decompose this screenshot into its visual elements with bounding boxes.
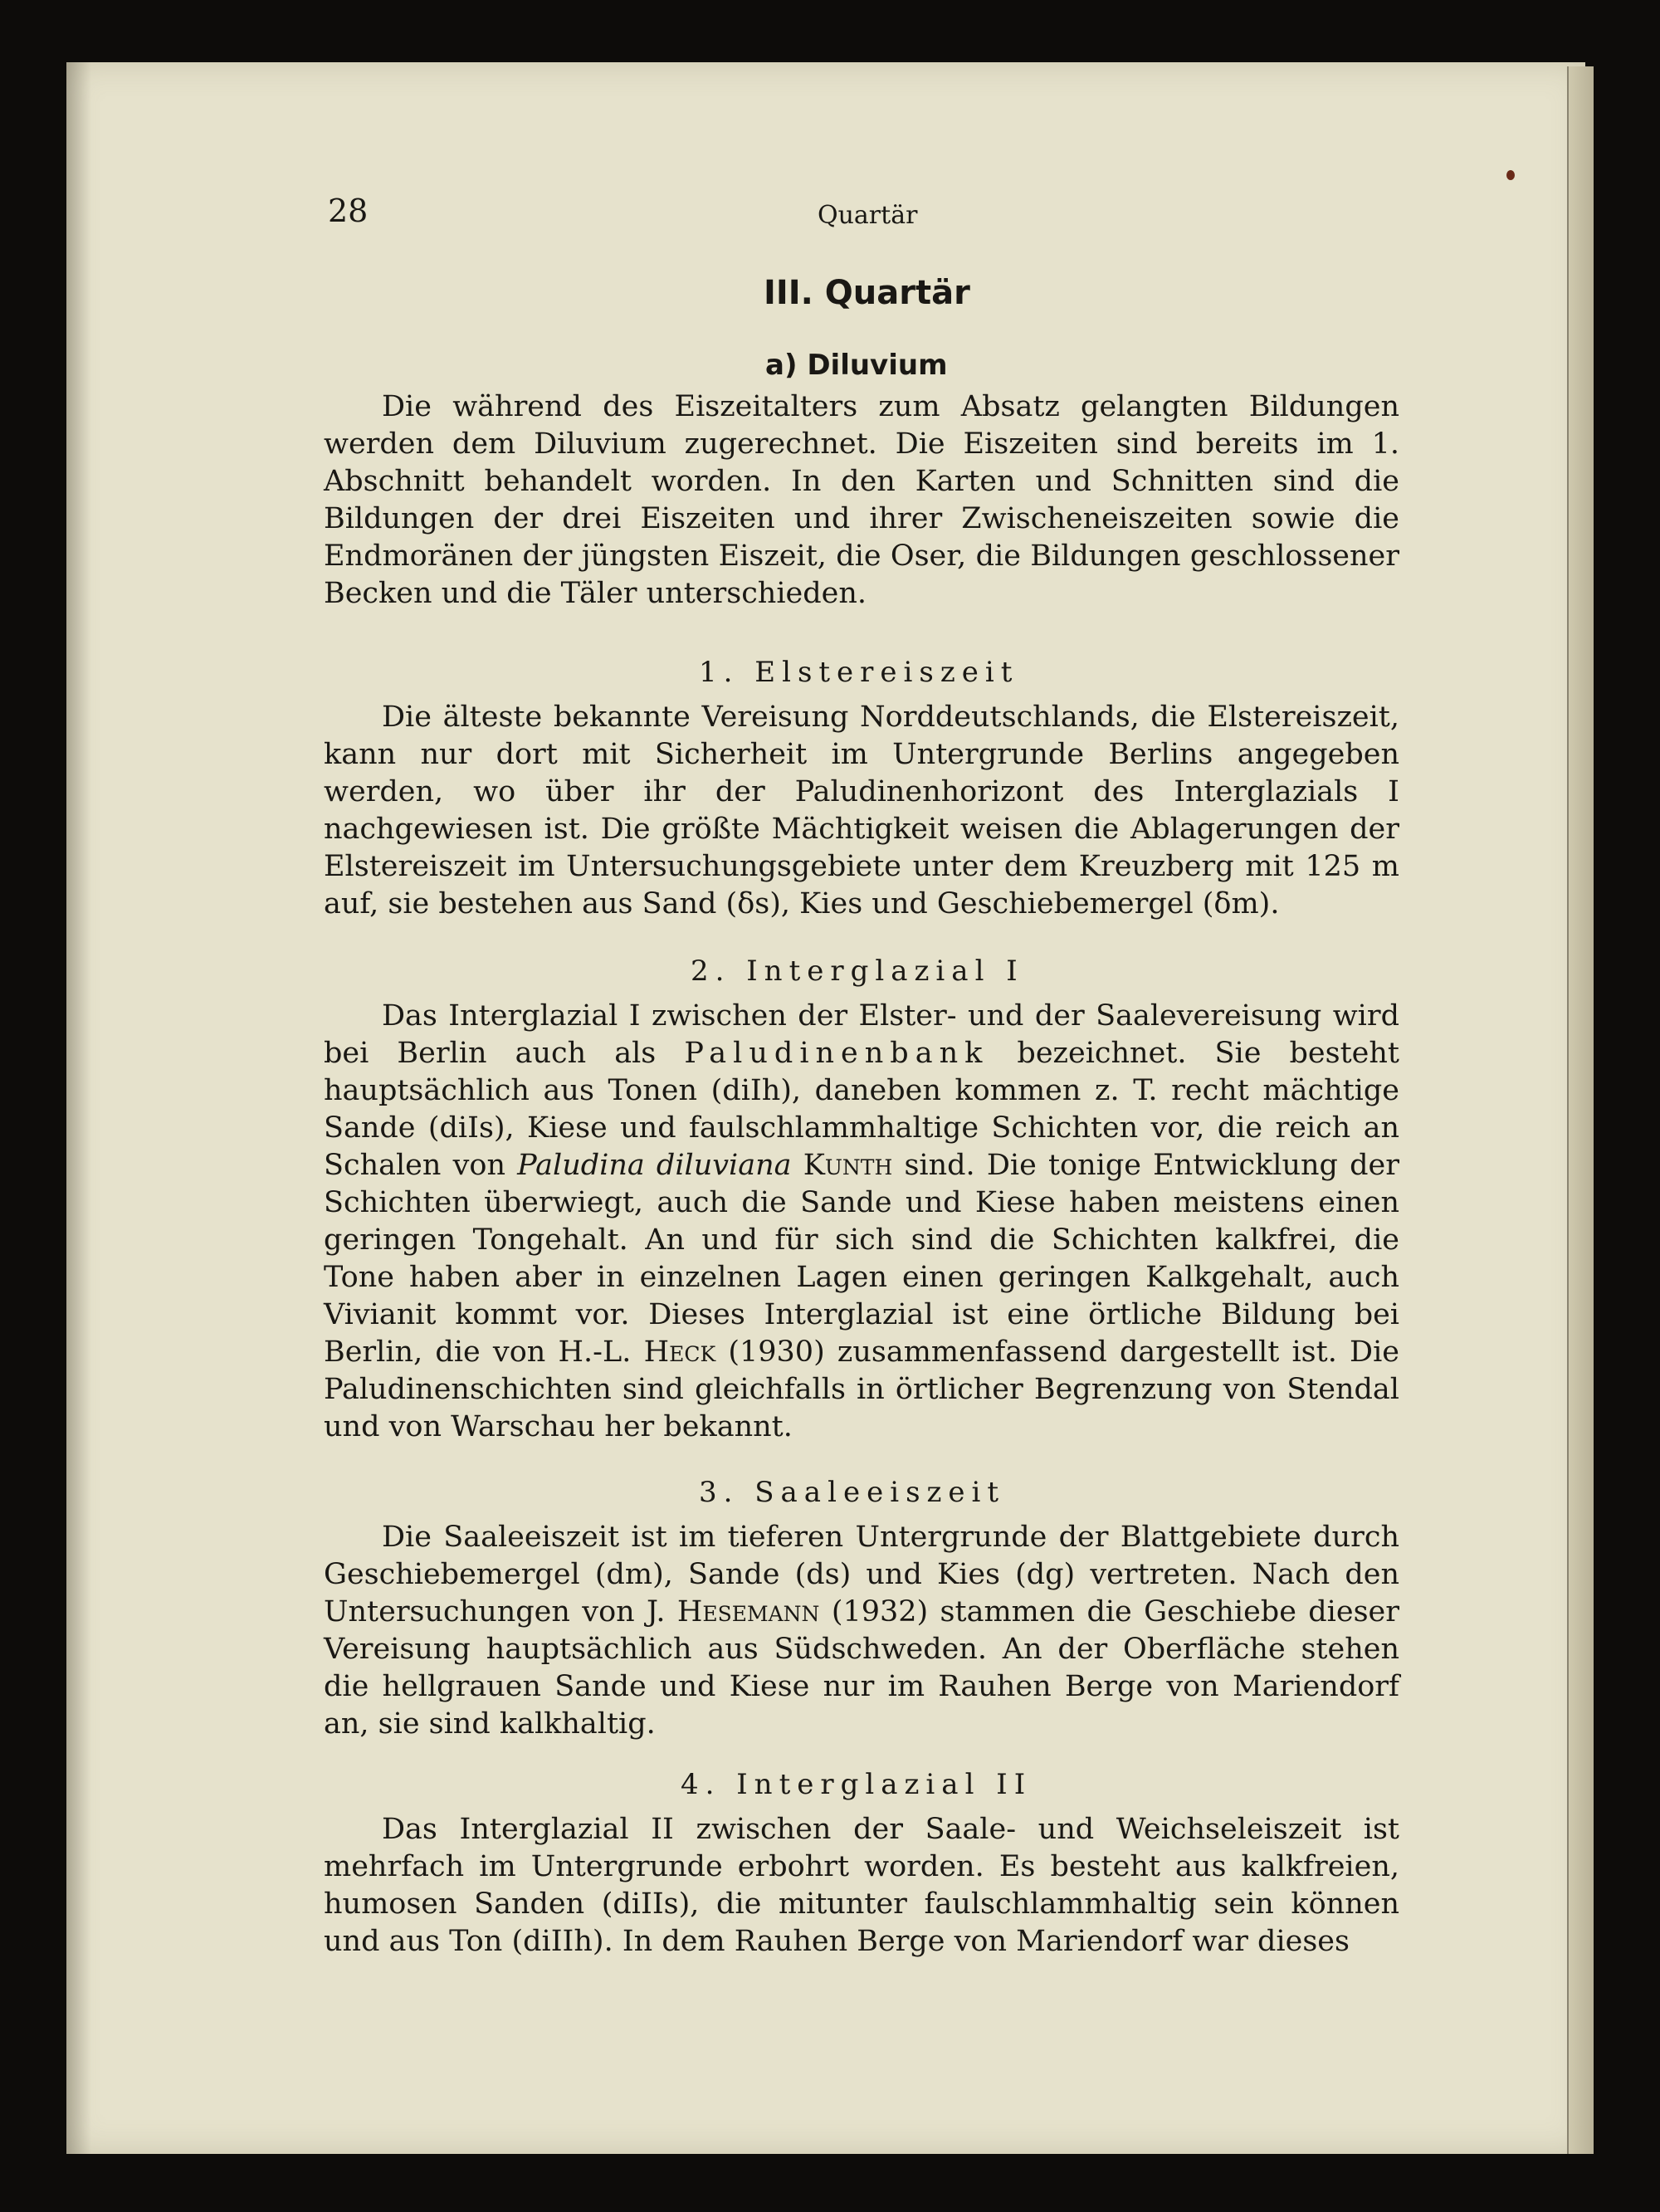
next-page-edge: [1567, 66, 1594, 2154]
paludinenbank-term: Paludinenbank: [684, 1037, 989, 1070]
subsection-heading-4: 4. Interglazial II: [681, 1768, 1033, 1801]
subsection-heading-3: 3. Saaleeiszeit: [699, 1476, 1006, 1509]
spine-shadow: [66, 62, 91, 2154]
ink-spot: [1506, 170, 1515, 180]
section-title: a) Diluvium: [765, 349, 948, 382]
intro-paragraph: Die während des Eiszeitalters zum Absatz gelangten Bildungen werden dem Diluvium zugerechnet. Die Eiszeiten sind bereits im 1. Abschnitt behandelt worden. In den Karten und Schnitten sind die Bildungen der drei Eiszeiten und ihrer Zwischeneiszeiten sowie die Endmoränen der jüngsten Eiszeit, die Oser, die Bildungen geschlossener Becken und die Täler unterschieden.: [324, 390, 1399, 610]
paragraph-interglazial-1: [324, 998, 1399, 1446]
taxon-name: Paludina diluviana: [517, 1149, 792, 1182]
paragraph-saaleeiszeit: [324, 1519, 1399, 1743]
interglazial-1-text-d: (1930) zusammenfassend dargestellt ist. Die Paludinenschichten sind gleichfalls in örtlicher Begrenzung von Stendal und von Warschau her bekannt.: [324, 1336, 1399, 1443]
saaleeiszeit-text-a: Die Saaleeiszeit ist im tieferen Untergrunde der Blattgebiete durch Geschiebemergel (dm), Sande (ds) und Kies (dg) vertreten. Nach den Untersuchungen von J.: [324, 1521, 1399, 1628]
paragraph-interglazial-2: Das Interglazial II zwischen der Saale- und Weichseleiszeit ist mehrfach im Untergrunde erbohrt worden. Es besteht aus kalkfreien, humosen Sanden (diIIs), die mitunter faulschlammhaltig sein können und aus Ton (diIIh). In dem Rauhen Berge von Mariendorf war dieses: [324, 1813, 1399, 1958]
paragraph-elstereiszeit: Die älteste bekannte Vereisung Norddeutschlands, die Elstereiszeit, kann nur dort mit Sicherheit im Untergrunde Berlins angegeben werden, wo über ihr der Paludinenhorizont des Interglazials I nachgewiesen ist. Die größte Mächtigkeit weisen die Ablagerungen der Elstereiszeit im Untersuchungsgebiete unter dem Kreuzberg mit 125 m auf, sie bestehen aus Sand (δs), Kies und Geschiebemergel (δm).: [324, 701, 1399, 920]
saaleeiszeit-text-b: (1932) stammen die Geschiebe dieser Vereisung hauptsächlich aus Südschweden. An der Oberfläche stehen die hellgrauen Sande und Kiese nur im Rauhen Berge von Mariendorf an, sie sind kalkhaltig.: [324, 1595, 1399, 1741]
running-title: Quartär: [818, 201, 918, 230]
author-heck: Heck: [643, 1336, 716, 1369]
subsection-heading-2: 2. Interglazial I: [691, 955, 1024, 988]
interglazial-1-text-b: bezeichnet. Sie besteht hauptsächlich aus Tonen (diIh), daneben kommen z. T. recht mächtige Sande (diIs), Kiese und faulschlammhaltige Schichten vor, die reich an Schalen von: [324, 1037, 1399, 1182]
interglazial-1-text-a: Das Interglazial I zwischen der Elster- und der Saalevereisung wird bei Berlin auch als: [324, 999, 1399, 1070]
interglazial-1-text-c: sind. Die tonige Entwicklung der Schichten überwiegt, auch die Sande und Kiese haben meistens einen geringen Tongehalt. An und für sich sind die Schichten kalkfrei, die Tone haben aber in einzelnen Lagen einen geringen Kalkgehalt, auch Vivianit kommt vor. Dieses Interglazial ist eine örtliche Bildung bei Berlin, die von H.-L.: [324, 1149, 1399, 1369]
page-number: 28: [328, 193, 369, 229]
author-hesemann: Hesemann: [676, 1595, 820, 1628]
author-kunth: Kunth: [803, 1149, 893, 1182]
subsection-heading-1: 1. Elstereiszeit: [699, 656, 1019, 689]
chapter-title: III. Quartär: [764, 274, 970, 312]
